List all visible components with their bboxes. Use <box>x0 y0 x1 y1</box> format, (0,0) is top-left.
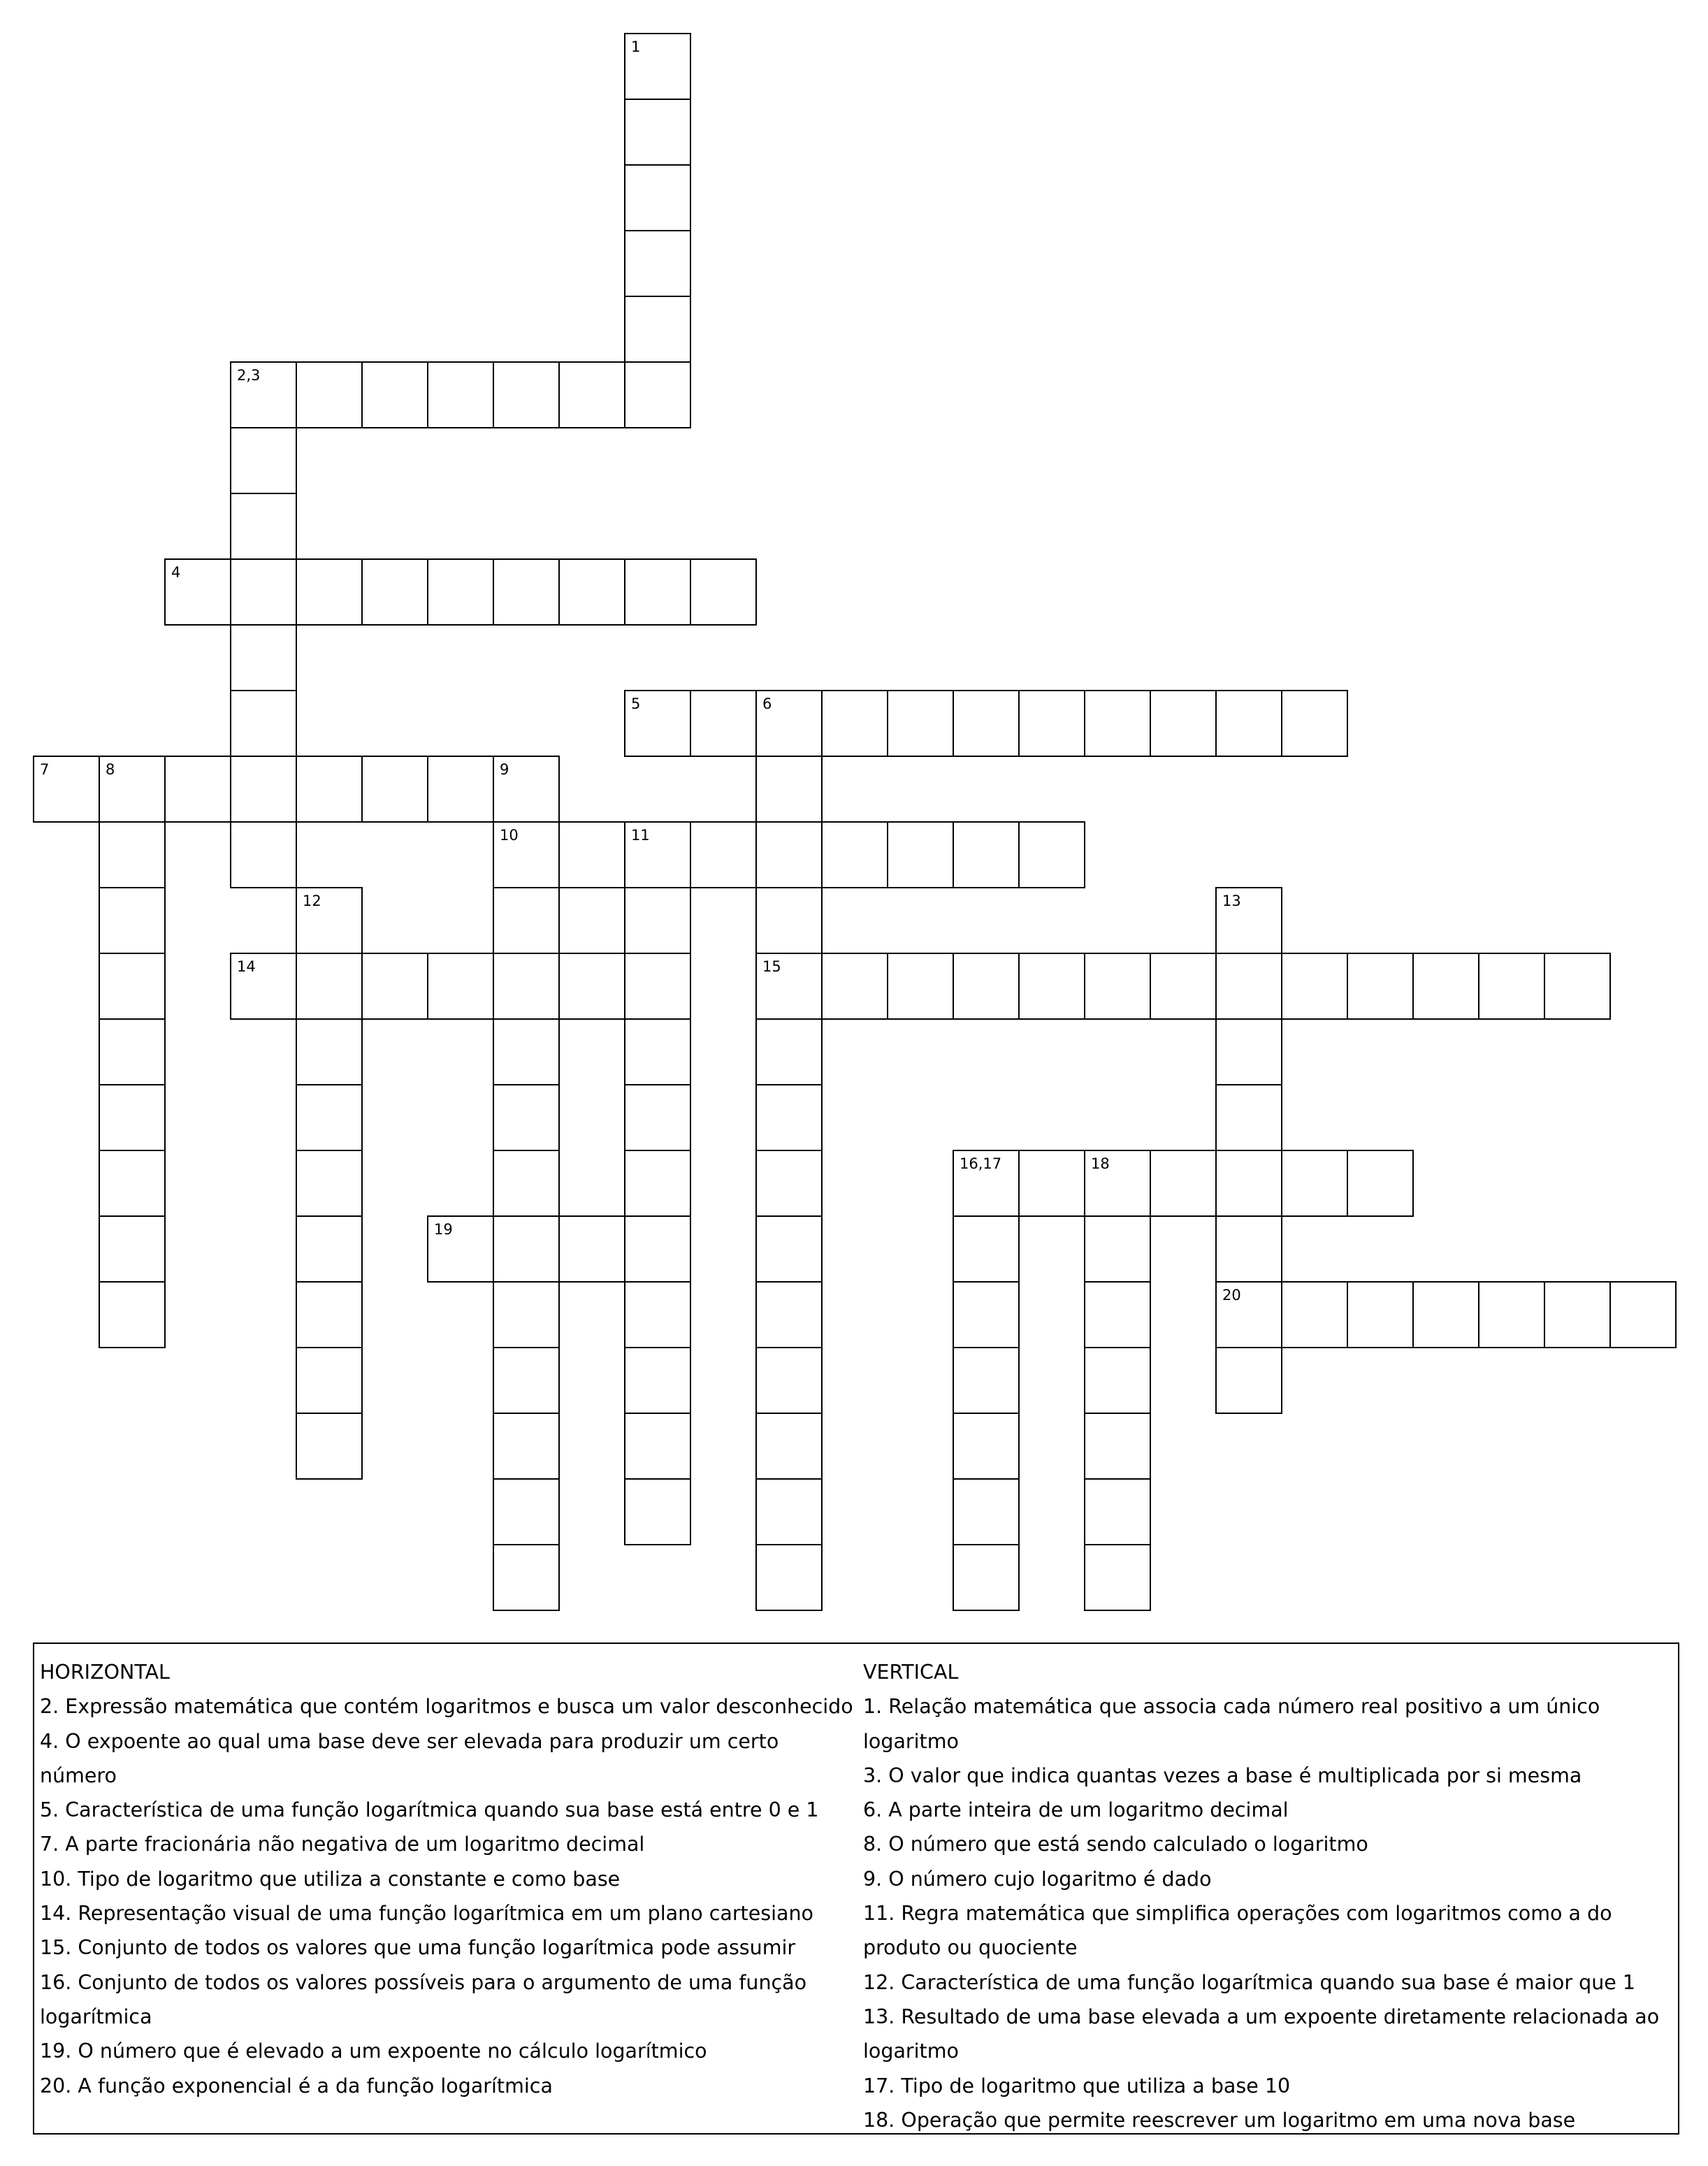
crossword-cell[interactable] <box>230 821 297 888</box>
crossword-cell[interactable] <box>755 1084 823 1151</box>
crossword-cell[interactable] <box>493 756 560 823</box>
crossword-cell[interactable] <box>558 953 625 1020</box>
crossword-cell[interactable] <box>493 1478 560 1545</box>
horizontal-clues <box>40 1655 857 2103</box>
crossword-cell[interactable] <box>624 1150 691 1217</box>
crossword-cell[interactable] <box>1084 690 1151 757</box>
crossword-cell[interactable] <box>690 690 757 757</box>
crossword-cell[interactable] <box>755 1150 823 1217</box>
crossword-cell[interactable] <box>1150 690 1217 757</box>
crossword-cell[interactable] <box>624 953 691 1020</box>
vertical-title: VERTICAL <box>863 1661 959 1684</box>
crossword-cell[interactable] <box>821 821 888 888</box>
clue-h-4: 4. O expoente ao qual uma base deve ser elevada para produzir um certo número <box>40 1729 779 1787</box>
clue-v-6: 6. A parte inteira de um logaritmo decimal <box>863 1798 1289 1822</box>
crossword-cell[interactable] <box>493 361 560 428</box>
crossword-cell[interactable] <box>1609 1281 1677 1348</box>
crossword-cell[interactable] <box>427 361 494 428</box>
crossword-cell[interactable] <box>99 1281 166 1348</box>
crossword-cell[interactable] <box>755 1018 823 1085</box>
crossword-cell[interactable] <box>230 493 297 560</box>
clue-number: 7 <box>40 761 50 778</box>
crossword-cell[interactable] <box>558 1215 625 1283</box>
clue-number: 18 <box>1091 1155 1110 1172</box>
crossword-cell[interactable] <box>99 1150 166 1217</box>
crossword-cell[interactable] <box>99 1215 166 1283</box>
clue-number: 2,3 <box>237 367 261 384</box>
crossword-cell[interactable] <box>1281 1281 1348 1348</box>
crossword-cell[interactable] <box>1018 1150 1085 1217</box>
clue-number: 5 <box>631 695 641 712</box>
crossword-cell[interactable] <box>99 1018 166 1085</box>
crossword-cell[interactable] <box>296 1150 363 1217</box>
crossword-cell[interactable] <box>1018 953 1085 1020</box>
crossword-cell[interactable] <box>164 756 231 823</box>
crossword-cell[interactable] <box>558 361 625 428</box>
crossword-cell[interactable] <box>624 1281 691 1348</box>
crossword-cell[interactable] <box>624 99 691 166</box>
crossword-cell[interactable] <box>99 953 166 1020</box>
crossword-cell[interactable] <box>821 690 888 757</box>
clue-number: 16,17 <box>960 1155 1002 1172</box>
crossword-cell[interactable] <box>755 1347 823 1414</box>
crossword-cell[interactable] <box>690 821 757 888</box>
clue-h-10: 10. Tipo de logaritmo que utiliza a constante e como base <box>40 1867 621 1891</box>
clue-v-9: 9. O número cujo logaritmo é dado <box>863 1867 1212 1891</box>
crossword-cell[interactable] <box>953 1150 1020 1217</box>
clue-number: 19 <box>434 1221 453 1238</box>
crossword-cell[interactable] <box>1018 690 1085 757</box>
crossword-cell[interactable] <box>493 558 560 626</box>
crossword-cell[interactable] <box>296 361 363 428</box>
crossword-cell[interactable] <box>624 230 691 297</box>
crossword-cell[interactable] <box>1347 953 1414 1020</box>
crossword-cell[interactable] <box>1281 953 1348 1020</box>
crossword-cell[interactable] <box>1150 1150 1217 1217</box>
crossword-cell[interactable] <box>624 1215 691 1283</box>
crossword-cell[interactable] <box>1084 1544 1151 1611</box>
crossword-cell[interactable] <box>296 558 363 626</box>
crossword-cell[interactable] <box>99 887 166 954</box>
clue-number: 14 <box>237 958 256 975</box>
clue-v-12: 12. Característica de uma função logarítmica quando sua base é maior que 1 <box>863 1970 1636 1994</box>
crossword-cell[interactable] <box>1018 821 1085 888</box>
crossword-cell[interactable] <box>1084 1478 1151 1545</box>
crossword-cell[interactable] <box>755 756 823 823</box>
crossword-cell[interactable] <box>1215 1018 1282 1085</box>
crossword-cell[interactable] <box>230 690 297 757</box>
crossword-cell[interactable] <box>361 361 428 428</box>
crossword-cell[interactable] <box>953 690 1020 757</box>
crossword-cell[interactable] <box>1150 953 1217 1020</box>
crossword-cell[interactable] <box>624 887 691 954</box>
crossword-cell[interactable] <box>493 1215 560 1283</box>
crossword-cell[interactable] <box>755 1413 823 1480</box>
crossword-cell[interactable] <box>690 558 757 626</box>
clue-h-5: 5. Característica de uma função logarítmica quando sua base está entre 0 e 1 <box>40 1798 819 1822</box>
crossword-cell[interactable] <box>1544 953 1611 1020</box>
crossword-cell[interactable] <box>953 1478 1020 1545</box>
crossword-cell[interactable] <box>1544 1281 1611 1348</box>
crossword-cell[interactable] <box>296 1215 363 1283</box>
crossword-cell[interactable] <box>624 1413 691 1480</box>
crossword-cell[interactable] <box>361 953 428 1020</box>
crossword-cell[interactable] <box>296 1018 363 1085</box>
crossword-cell[interactable] <box>1478 1281 1545 1348</box>
crossword-cell[interactable] <box>821 953 888 1020</box>
crossword-cell[interactable] <box>296 1413 363 1480</box>
horizontal-title: HORIZONTAL <box>40 1661 170 1684</box>
crossword-cell[interactable] <box>558 821 625 888</box>
crossword-cell[interactable] <box>1215 1215 1282 1283</box>
crossword-cell[interactable] <box>1412 1281 1479 1348</box>
crossword-cell[interactable] <box>887 821 954 888</box>
crossword-cell[interactable] <box>1084 1150 1151 1217</box>
crossword-cell[interactable] <box>1084 1281 1151 1348</box>
crossword-cell[interactable] <box>1215 1150 1282 1217</box>
crossword-cell[interactable] <box>493 1347 560 1414</box>
crossword-cell[interactable] <box>624 1018 691 1085</box>
crossword-cell[interactable] <box>493 1018 560 1085</box>
crossword-cell[interactable] <box>361 756 428 823</box>
crossword-cell[interactable] <box>953 1413 1020 1480</box>
crossword-cell[interactable] <box>1215 887 1282 954</box>
clue-v-18: 18. Operação que permite reescrever um logaritmo em uma nova base <box>863 2108 1576 2132</box>
crossword-cell[interactable] <box>1347 1281 1414 1348</box>
crossword-cell[interactable] <box>493 1084 560 1151</box>
clue-h-16: 16. Conjunto de todos os valores possíveis para o argumento de uma função logarítmica <box>40 1970 807 2028</box>
clue-h-19: 19. O número que é elevado a um expoente no cálculo logarítmico <box>40 2039 707 2063</box>
crossword-cell[interactable] <box>624 558 691 626</box>
crossword-cell[interactable] <box>1215 690 1282 757</box>
crossword-cell[interactable] <box>1478 953 1545 1020</box>
crossword-cell[interactable] <box>230 953 297 1020</box>
crossword-cell[interactable] <box>558 558 625 626</box>
clue-v-17: 17. Tipo de logaritmo que utiliza a base 10 <box>863 2074 1291 2098</box>
crossword-cell[interactable] <box>953 1215 1020 1283</box>
crossword-cell[interactable] <box>1084 1215 1151 1283</box>
crossword-cell[interactable] <box>624 33 691 100</box>
clue-number: 1 <box>631 38 641 55</box>
crossword-cell[interactable] <box>887 690 954 757</box>
crossword-cell[interactable] <box>624 1084 691 1151</box>
crossword-cell[interactable] <box>624 1478 691 1545</box>
crossword-cell[interactable] <box>230 361 297 428</box>
crossword-cell[interactable] <box>361 558 428 626</box>
crossword-cell[interactable] <box>1084 1413 1151 1480</box>
crossword-cell[interactable] <box>296 756 363 823</box>
crossword-cell[interactable] <box>493 1150 560 1217</box>
crossword-cell[interactable] <box>1281 1150 1348 1217</box>
crossword-cell[interactable] <box>493 1413 560 1480</box>
crossword-cell[interactable] <box>1215 1281 1282 1348</box>
crossword-cell[interactable] <box>230 624 297 691</box>
crossword-cell[interactable] <box>1084 953 1151 1020</box>
crossword-cell[interactable] <box>493 1281 560 1348</box>
crossword-cell[interactable] <box>1215 953 1282 1020</box>
clue-v-8: 8. O número que está sendo calculado o logaritmo <box>863 1833 1368 1856</box>
crossword-cell[interactable] <box>755 690 823 757</box>
clue-number: 8 <box>106 761 115 778</box>
clue-number: 9 <box>500 761 509 778</box>
clue-h-7: 7. A parte fracionária não negativa de um logaritmo decimal <box>40 1833 645 1856</box>
crossword-cell[interactable] <box>230 756 297 823</box>
clue-number: 4 <box>171 564 181 581</box>
crossword-cell[interactable] <box>755 1215 823 1283</box>
clue-h-14: 14. Representação visual de uma função logarítmica em um plano cartesiano <box>40 1902 813 1926</box>
crossword-cell[interactable] <box>624 361 691 428</box>
clue-number: 13 <box>1222 893 1241 909</box>
crossword-cell[interactable] <box>296 1281 363 1348</box>
crossword-cell[interactable] <box>1215 1084 1282 1151</box>
crossword-cell[interactable] <box>755 887 823 954</box>
crossword-cell[interactable] <box>887 953 954 1020</box>
clue-number: 10 <box>500 827 519 844</box>
clue-h-2: 2. Expressão matemática que contém logaritmos e busca um valor desconhecido <box>40 1695 853 1719</box>
crossword-cell[interactable] <box>953 953 1020 1020</box>
clue-v-11: 11. Regra matemática que simplifica operações com logaritmos como a do produto ou quociente <box>863 1902 1612 1960</box>
clue-number: 11 <box>631 827 650 844</box>
clue-number: 15 <box>762 958 781 975</box>
clue-number: 6 <box>762 695 772 712</box>
crossword-cell[interactable] <box>1215 1347 1282 1414</box>
crossword-cell[interactable] <box>953 1544 1020 1611</box>
crossword-cell[interactable] <box>1347 1150 1414 1217</box>
crossword-cell[interactable] <box>755 821 823 888</box>
crossword-cell[interactable] <box>755 1544 823 1611</box>
crossword-cell[interactable] <box>1084 1347 1151 1414</box>
crossword-cell[interactable] <box>1412 953 1479 1020</box>
crossword-cell[interactable] <box>427 953 494 1020</box>
crossword-cell[interactable] <box>493 887 560 954</box>
clue-number: 20 <box>1222 1287 1241 1304</box>
crossword-cell[interactable] <box>493 953 560 1020</box>
crossword-cell[interactable] <box>99 756 166 823</box>
crossword-cell[interactable] <box>624 1347 691 1414</box>
crossword-cell[interactable] <box>755 953 823 1020</box>
crossword-cell[interactable] <box>953 1347 1020 1414</box>
clue-v-1: 1. Relação matemática que associa cada número real positivo a um único logaritmo <box>863 1695 1600 1753</box>
clue-v-3: 3. O valor que indica quantas vezes a base é multiplicada por si mesma <box>863 1763 1582 1787</box>
clue-h-15: 15. Conjunto de todos os valores que uma função logarítmica pode assumir <box>40 1936 796 1960</box>
crossword-cell[interactable] <box>624 164 691 231</box>
crossword-cell[interactable] <box>755 1281 823 1348</box>
crossword-cell[interactable] <box>953 1281 1020 1348</box>
crossword-cell[interactable] <box>33 756 100 823</box>
crossword-cell[interactable] <box>427 558 494 626</box>
crossword-cell[interactable] <box>296 953 363 1020</box>
crossword-cell[interactable] <box>99 821 166 888</box>
crossword-cell[interactable] <box>624 690 691 757</box>
crossword-cell[interactable] <box>296 887 363 954</box>
crossword-cell[interactable] <box>624 821 691 888</box>
crossword-cell[interactable] <box>427 756 494 823</box>
crossword-cell[interactable] <box>296 1347 363 1414</box>
crossword-cell[interactable] <box>164 558 231 626</box>
clues-box <box>33 1642 1679 2135</box>
crossword-cell[interactable] <box>953 821 1020 888</box>
crossword-cell[interactable] <box>493 1544 560 1611</box>
crossword-cell[interactable] <box>230 427 297 494</box>
clue-v-13: 13. Resultado de uma base elevada a um expoente diretamente relacionada ao logaritmo <box>863 2005 1660 2063</box>
crossword-cell[interactable] <box>1281 690 1348 757</box>
vertical-clues <box>863 1655 1674 2137</box>
clue-h-20: 20. A função exponencial é a da função logarítmica <box>40 2074 553 2098</box>
crossword-cell[interactable] <box>755 1478 823 1545</box>
crossword-cell[interactable] <box>493 821 560 888</box>
crossword-cell[interactable] <box>230 558 297 626</box>
crossword-cell[interactable] <box>624 296 691 363</box>
clue-number: 12 <box>303 893 321 909</box>
crossword-cell[interactable] <box>99 1084 166 1151</box>
crossword-cell[interactable] <box>296 1084 363 1151</box>
crossword-cell[interactable] <box>427 1215 494 1283</box>
